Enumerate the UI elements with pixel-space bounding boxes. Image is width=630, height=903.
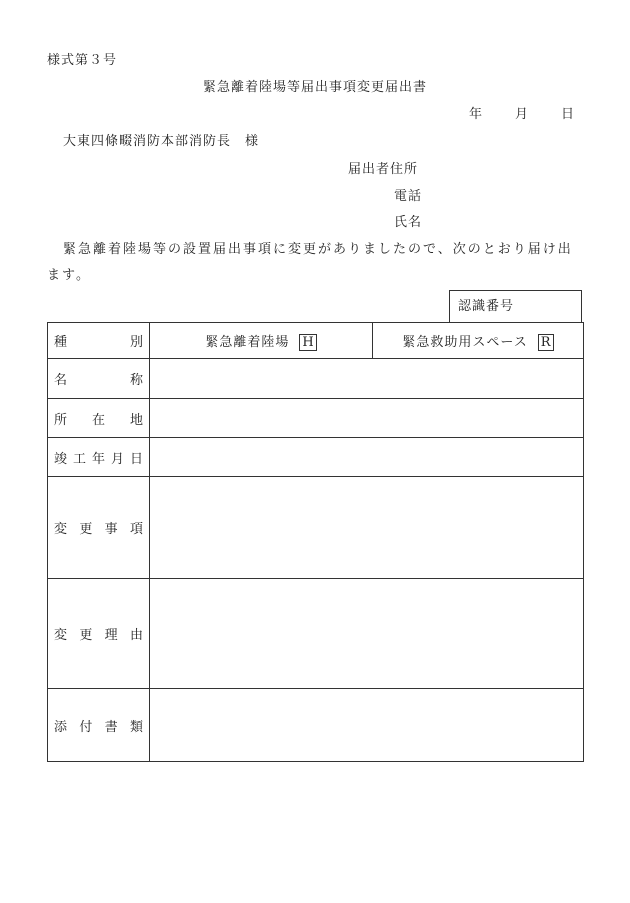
label-char: 称 xyxy=(129,373,143,388)
applicant-phone-label: 電話 xyxy=(394,189,423,204)
applicant-name-label: 氏名 xyxy=(394,215,423,230)
certification-number-label: 認識番号 xyxy=(458,299,515,314)
label-char: 理 xyxy=(104,628,118,643)
rescue-space-option-cell[interactable] xyxy=(373,323,584,359)
rescue-space-code-box: R xyxy=(538,334,554,351)
reason-label-cell xyxy=(48,579,150,689)
label-char: 更 xyxy=(79,628,93,643)
label-char: 由 xyxy=(129,628,143,643)
completion-date-label-cell xyxy=(48,438,150,477)
date-year-label: 年 xyxy=(469,107,483,122)
label-char: 添 xyxy=(54,719,68,735)
reason-value-field[interactable] xyxy=(150,579,584,689)
completion-date-value-field[interactable] xyxy=(150,438,584,477)
type-label-cell xyxy=(48,323,150,359)
name-label-cell xyxy=(48,359,150,399)
label-char: 地 xyxy=(129,412,143,428)
name-value-field[interactable] xyxy=(150,359,584,399)
heliport-option-label: 緊急離着陸場 xyxy=(205,334,290,350)
attachments-label-cell xyxy=(48,689,150,762)
location-row xyxy=(48,399,584,438)
label-char: 月 xyxy=(110,451,124,467)
location-value-field[interactable] xyxy=(150,399,584,438)
label-char: 工 xyxy=(72,451,86,467)
document-title: 緊急離着陸場等届出事項変更届出書 xyxy=(202,80,427,95)
certification-number-box[interactable] xyxy=(449,290,582,322)
attachments-row xyxy=(48,689,584,762)
addressee: 大東四條畷消防本部消防長 様 xyxy=(63,134,260,149)
attachments-value-field[interactable] xyxy=(150,689,584,762)
type-row xyxy=(48,323,584,359)
changes-label-cell xyxy=(48,477,150,579)
label-char: 書 xyxy=(104,719,118,735)
changes-value-field[interactable] xyxy=(150,477,584,579)
changes-row xyxy=(48,477,584,579)
label-char: 類 xyxy=(129,719,143,735)
label-char: 竣 xyxy=(54,451,68,467)
rescue-space-option-label: 緊急救助用スペース xyxy=(402,334,528,350)
applicant-address-label: 届出者住所 xyxy=(348,162,419,177)
date-day-label: 日 xyxy=(561,107,575,122)
label-char: 年 xyxy=(91,451,105,467)
reason-row xyxy=(48,579,584,689)
label-char: 付 xyxy=(79,719,93,735)
notification-form-table xyxy=(47,322,584,762)
label-char: 名 xyxy=(54,373,68,388)
label-char: 更 xyxy=(79,522,93,537)
body-text-line-2: ます。 xyxy=(47,268,91,283)
label-char: 所 xyxy=(54,412,68,428)
label-char: 事 xyxy=(104,522,118,537)
date-month-label: 月 xyxy=(515,107,529,122)
body-text-line-1: 緊急離着陸場等の設置届出事項に変更がありましたので、次のとおり届け出 xyxy=(63,242,573,257)
label-char: 変 xyxy=(54,628,68,643)
label-char: 変 xyxy=(54,522,68,537)
label-char: 別 xyxy=(129,335,143,350)
label-char: 種 xyxy=(54,335,68,350)
completion-date-row xyxy=(48,438,584,477)
label-char: 在 xyxy=(91,412,105,428)
location-label-cell xyxy=(48,399,150,438)
label-char: 日 xyxy=(129,451,143,467)
label-char: 項 xyxy=(129,522,143,537)
form-number: 様式第３号 xyxy=(47,53,118,68)
heliport-code-box: H xyxy=(299,334,316,351)
name-row xyxy=(48,359,584,399)
heliport-option-cell[interactable] xyxy=(150,323,373,359)
